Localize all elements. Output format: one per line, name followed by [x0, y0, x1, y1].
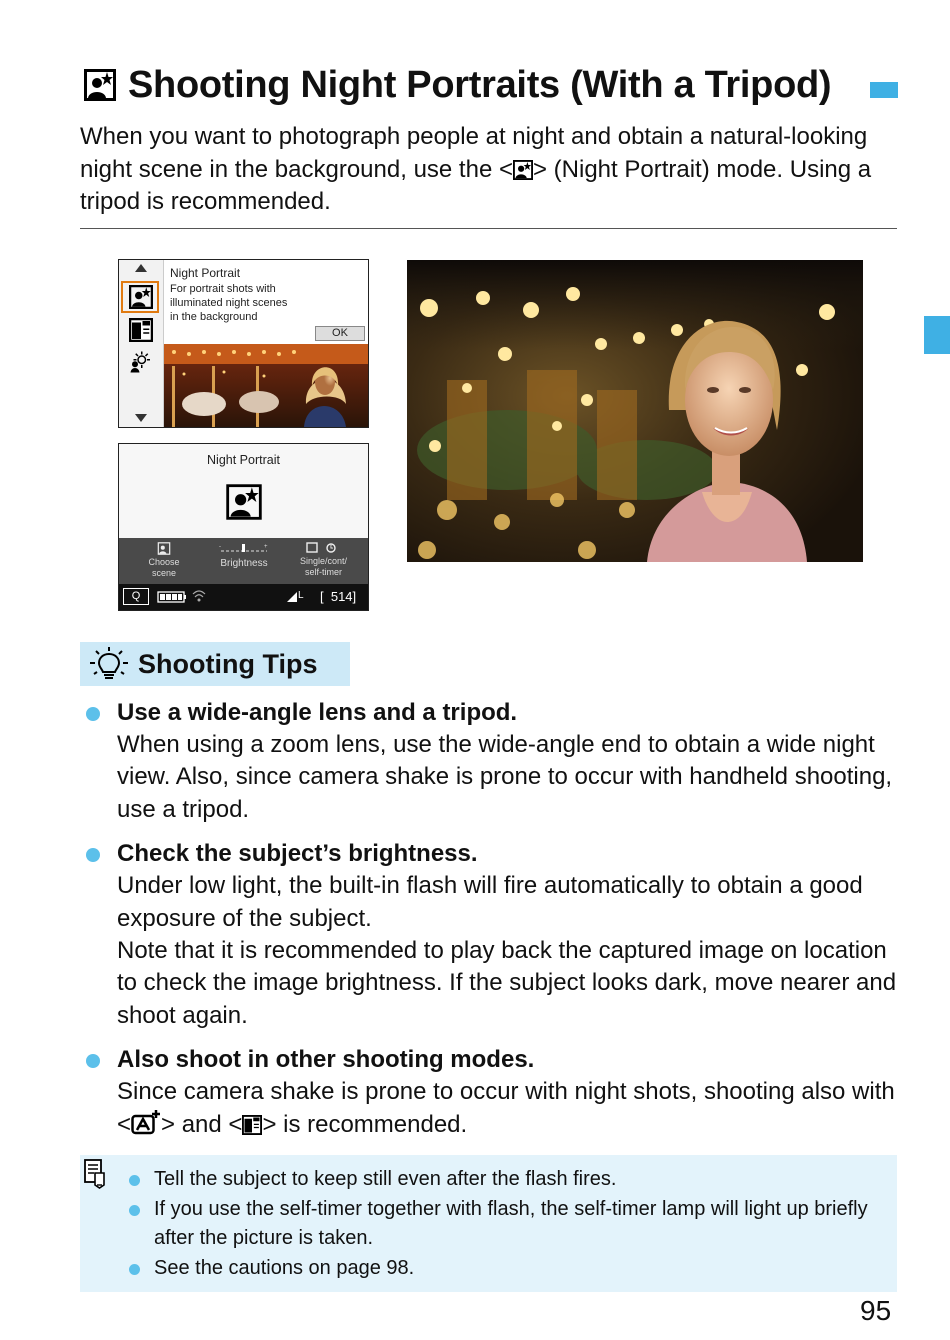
choose-scene-label: scene: [151, 568, 177, 578]
tip-body: Under low light, the built-in flash will fire automatically to obtain a good exposure of the subject.: [117, 872, 863, 932]
page-number: 95: [860, 1295, 892, 1326]
tip-title: Use a wide-angle lens and a tripod.: [117, 699, 518, 726]
shots-remaining: [ 514]: [320, 589, 357, 604]
wifi-off-icon: [191, 590, 213, 604]
tip-item: [84, 838, 904, 1032]
scroll-down-icon: [135, 414, 147, 422]
lightbulb-icon: [88, 646, 130, 682]
tip-item: [84, 1044, 904, 1141]
night-portrait-icon: [84, 69, 116, 101]
scene-desc-line: For portrait shots with: [170, 283, 276, 295]
battery-icon: [157, 591, 187, 603]
tip-title: Check the subject’s brightness.: [117, 840, 478, 868]
notes-list: [130, 1165, 890, 1283]
bullet: [129, 1175, 140, 1186]
drive-mode-label: self-timer: [304, 567, 342, 577]
tip-body: Note that it is recommended to play back the captured image on location to check the image brightness. If the subject looks dark, move nearer and shoot again.: [117, 937, 897, 1029]
scene-desc-line: in the background: [170, 311, 258, 323]
note-text: See the cautions on page 98.: [154, 1256, 415, 1279]
night-portrait-icon: [157, 542, 171, 555]
hdr-backlight-icon[interactable]: [129, 350, 153, 374]
scene-list: [119, 260, 164, 427]
tips-list: [84, 697, 904, 1153]
bullet: [129, 1264, 140, 1275]
drive-mode-label: Single/cont/: [299, 556, 348, 566]
scene-desc-line: illuminated night scenes: [170, 297, 288, 309]
sample-photo-carousel: [164, 344, 368, 427]
handheld-night-scene-icon: [242, 1115, 262, 1135]
bullet: [86, 707, 100, 721]
title-accent-bar: [870, 82, 898, 98]
chapter-side-tab: [924, 316, 950, 354]
intro-text-1: When you want to photograph people at night and obtain a natural-looking night scene in the background, use the <: [80, 123, 868, 183]
brightness-scale-icon: [219, 542, 269, 554]
ok-button[interactable]: OK: [315, 326, 365, 341]
scene-intelligent-auto-icon: [131, 1109, 161, 1135]
camera-screen-quick-control: [118, 443, 369, 611]
note-item: [130, 1165, 890, 1195]
tip-title: Also shoot in other shooting modes.: [117, 1046, 535, 1074]
svg-text:-: -: [219, 544, 221, 550]
quick-control-button[interactable]: Q: [123, 588, 149, 605]
drive-mode-icon: [304, 542, 344, 554]
bullet: [86, 1054, 100, 1068]
night-portrait-icon[interactable]: [129, 285, 153, 309]
image-quality-label: L: [298, 590, 304, 601]
tip-body: When using a zoom lens, use the wide-angle end to obtain a wide night view. Also, since camera shake is prone to occur with handheld shooting, use a tripod.: [117, 731, 893, 823]
night-portrait-sample-photo: [407, 260, 863, 562]
tip-body-text: > and <: [161, 1110, 243, 1138]
choose-scene-label: Choose: [148, 557, 180, 567]
handheld-night-scene-icon[interactable]: [129, 318, 153, 342]
tip-body: [117, 1076, 904, 1141]
night-portrait-icon: [226, 484, 262, 520]
intro-paragraph: [80, 121, 900, 219]
note-item: [130, 1195, 890, 1254]
brightness-label: Brightness: [220, 558, 268, 569]
page-heading: [84, 60, 831, 110]
scene-description: [170, 266, 360, 324]
drive-mode-control[interactable]: [279, 538, 368, 584]
bullet: [129, 1205, 140, 1216]
note-text: If you use the self-timer together with flash, the self-timer lamp will light up briefly after the picture is taken.: [154, 1197, 868, 1249]
intro-text-2: > (Night Portrait) mode. Using a tripod is recommended.: [80, 155, 872, 215]
tip-body-text: Since camera shake is prone to occur with night shots, shooting also with <: [117, 1078, 895, 1138]
brightness-control[interactable]: [209, 538, 279, 584]
notes-box: [80, 1155, 897, 1292]
night-portrait-icon: [513, 160, 533, 180]
note-text: Tell the subject to keep still even after the flash fires.: [154, 1168, 617, 1190]
tips-title: Shooting Tips: [138, 648, 318, 679]
mode-name: Night Portrait: [207, 453, 280, 467]
divider: [80, 228, 897, 229]
camera-screen-scene-select: [118, 259, 369, 428]
memo-pencil-icon: [84, 1159, 106, 1189]
bullet: [86, 848, 100, 862]
scene-name: Night Portrait: [170, 266, 241, 280]
scroll-up-icon: [135, 264, 147, 272]
shooting-tips-header: [80, 642, 350, 686]
choose-scene-control[interactable]: [119, 538, 209, 584]
note-item: [130, 1254, 890, 1284]
status-bar: [119, 584, 368, 610]
svg-text:+: +: [264, 544, 268, 550]
image-quality-icon: [287, 592, 297, 602]
tip-item: [84, 697, 904, 826]
page-title: Shooting Night Portraits (With a Tripod): [128, 63, 832, 106]
quick-control-bar: [119, 538, 368, 584]
tip-body-text: > is recommended.: [262, 1110, 468, 1138]
